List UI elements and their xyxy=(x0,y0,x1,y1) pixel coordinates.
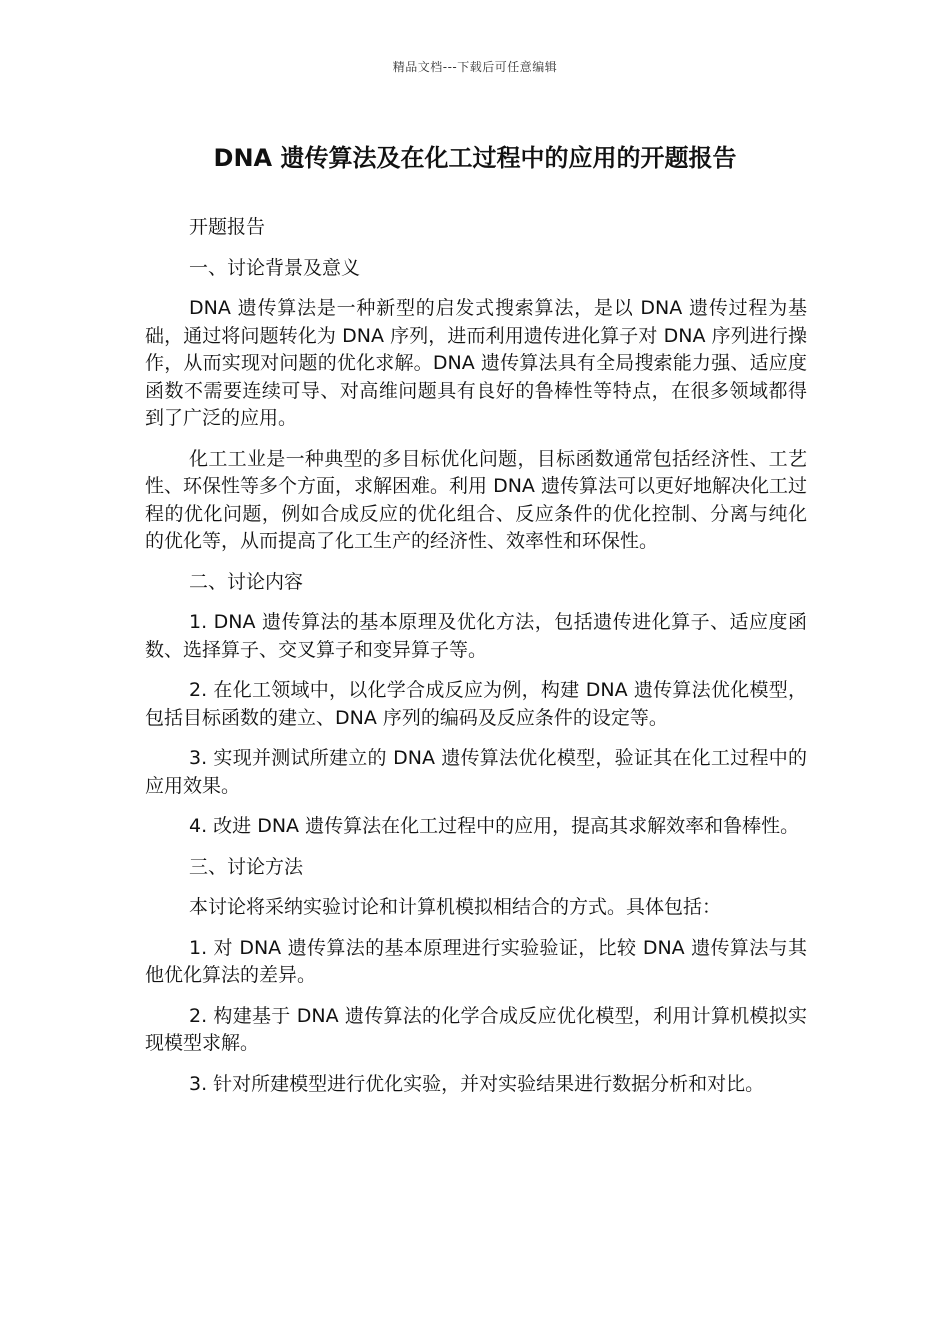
section-label-report: 开题报告 xyxy=(189,216,266,238)
paragraph-method-intro: 本讨论将采纳实验讨论和计算机模拟相结合的方式。具体包括： xyxy=(189,896,722,918)
document-title: DNA 遗传算法及在化工过程中的应用的开题报告 xyxy=(213,144,737,172)
method-item-2: 2. 构建基于 DNA 遗传算法的化学合成反应优化模型，利用计算机模拟实现模型求解。 xyxy=(145,1004,807,1054)
paragraph-background-1: DNA 遗传算法是一种新型的启发式搜索算法，是以 DNA 遗传过程为基础，通过将问题转化为 DNA 序列，进而利用遗传进化算子对 DNA 序列进行操作，从而实现对问题的优化求解。DNA 遗传算法具有全局搜索能力强、适应度函数不需要连续可导、对高维问题具有良好的鲁棒性等特点，在很多领域都得到了广泛的应用。 xyxy=(145,297,807,429)
content-item-2: 2. 在化工领域中，以化学合成反应为例，构建 DNA 遗传算法优化模型，包括目标函数的建立、DNA 序列的编码及反应条件的设定等。 xyxy=(145,679,807,729)
method-item-1: 1. 对 DNA 遗传算法的基本原理进行实验验证，比较 DNA 遗传算法与其他优化算法的差异。 xyxy=(145,936,807,986)
content-item-1: 1. DNA 遗传算法的基本原理及优化方法，包括遗传进化算子、适应度函数、选择算子、交叉算子和变异算子等。 xyxy=(145,611,807,661)
section-heading-method: 三、讨论方法 xyxy=(189,855,304,878)
section-heading-content: 二、讨论内容 xyxy=(189,570,304,593)
document-body xyxy=(145,214,807,1111)
paragraph-background-2: 化工工业是一种典型的多目标优化问题，目标函数通常包括经济性、工艺性、环保性等多个方面，求解困难。利用 DNA 遗传算法可以更好地解决化工过程的优化问题，例如合成反应的优化组合、反应条件的优化控制、分离与纯化的优化等，从而提高了化工生产的经济性、效率性和环保性。 xyxy=(145,447,807,552)
header-note: 精品文档---下载后可任意编辑 xyxy=(392,60,558,74)
content-item-4: 4. 改进 DNA 遗传算法在化工过程中的应用，提高其求解效率和鲁棒性。 xyxy=(189,815,800,837)
method-item-3: 3. 针对所建模型进行优化实验，并对实验结果进行数据分析和对比。 xyxy=(189,1072,765,1095)
content-item-3: 3. 实现并测试所建立的 DNA 遗传算法优化模型，验证其在化工过程中的应用效果。 xyxy=(145,747,807,797)
section-heading-background: 一、讨论背景及意义 xyxy=(189,256,361,279)
